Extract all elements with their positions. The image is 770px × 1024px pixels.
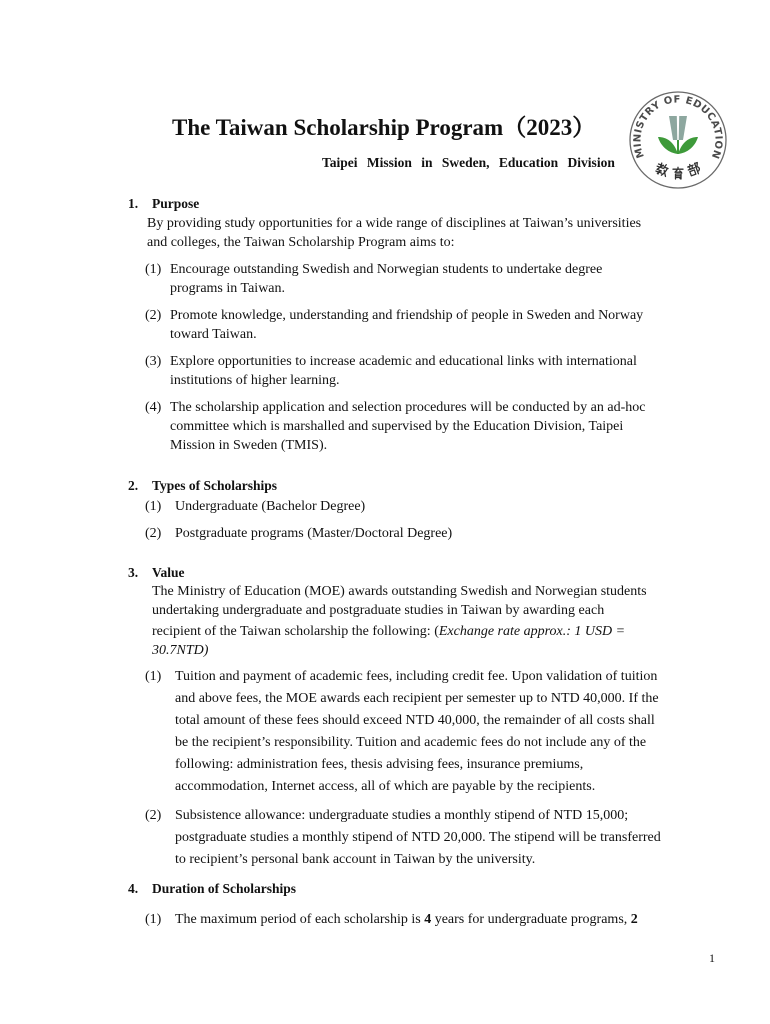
ministry-of-education-logo	[628, 90, 728, 190]
item-line: Postgraduate programs (Master/Doctoral Degree)	[175, 526, 453, 541]
item-text: The maximum period of each scholarship is	[175, 912, 425, 927]
item-marker: (3)	[145, 354, 162, 369]
item-line: Explore opportunities to increase academic and educational links with international	[170, 354, 637, 369]
document-title: The Taiwan Scholarship Program（2023）	[172, 115, 596, 140]
item-line: programs in Taiwan.	[170, 281, 286, 296]
item-line: be the recipient’s responsibility. Tuition and academic fees do not include any of the	[175, 735, 647, 750]
intro-line: By providing study opportunities for a wide range of disciplines at Taiwan’s universities	[147, 216, 642, 231]
item-line: Subsistence allowance: undergraduate studies a monthly stipend of NTD 15,000;	[175, 808, 629, 823]
intro-line: The Ministry of Education (MOE) awards outstanding Swedish and Norwegian students	[152, 584, 647, 599]
intro-line: and colleges, the Taiwan Scholarship Program aims to:	[147, 235, 455, 250]
section-heading: Duration of Scholarships	[152, 881, 297, 896]
section-number: 2.	[128, 478, 139, 493]
intro-line	[152, 641, 208, 660]
item-line: The scholarship application and selection procedures will be conducted by an ad-hoc	[170, 400, 646, 415]
item-line	[175, 910, 638, 929]
logo-stem	[677, 140, 679, 154]
item-line: Mission in Sweden (TMIS).	[170, 438, 328, 453]
item-marker: (2)	[145, 308, 162, 323]
item-line: and above fees, the MOE awards each recipient per semester up to NTD 40,000. If the	[175, 691, 659, 706]
section-number: 1.	[128, 196, 139, 211]
item-line: institutions of higher learning.	[170, 373, 340, 388]
item-line: Promote knowledge, understanding and friendship of people in Sweden and Norway	[170, 308, 644, 323]
item-marker: (1)	[145, 262, 162, 277]
item-line: committee which is marshalled and supervised by the Education Division, Taipei	[170, 419, 624, 434]
section-number: 3.	[128, 565, 139, 580]
item-marker: (1)	[145, 669, 162, 684]
exchange-rate-note: 30.7NTD)	[152, 643, 209, 658]
section-number: 4.	[128, 881, 139, 896]
item-marker: (1)	[145, 499, 162, 514]
section-heading: Purpose	[152, 196, 200, 211]
page-number: 1	[709, 951, 715, 965]
item-marker: (2)	[145, 808, 162, 823]
item-line: toward Taiwan.	[170, 327, 257, 342]
item-bold-number: 4	[424, 912, 432, 927]
item-bold-number: 2	[630, 912, 638, 927]
item-marker: (4)	[145, 400, 162, 415]
item-line: Undergraduate (Bachelor Degree)	[175, 499, 366, 514]
item-line: total amount of these fees should exceed NTD 40,000, the remainder of all costs shall	[175, 713, 655, 728]
item-line: to recipient’s personal bank account in Taiwan by the university.	[175, 852, 536, 867]
intro-text: recipient of the Taiwan scholarship the following: (	[152, 624, 439, 639]
intro-line	[152, 622, 625, 641]
logo-ring-text-path: MINISTRY OF EDUCATION	[632, 94, 724, 160]
section-heading: Types of Scholarships	[152, 478, 278, 493]
section-heading: Value	[152, 565, 185, 580]
exchange-rate-note: Exchange rate approx.: 1 USD =	[438, 624, 626, 639]
item-marker: (1)	[145, 912, 162, 927]
item-text: years for undergraduate programs,	[431, 912, 631, 927]
item-line: Encourage outstanding Swedish and Norwegian students to undertake degree	[170, 262, 603, 277]
item-line: accommodation, Internet access, all of which are payable by the recipients.	[175, 779, 596, 794]
item-line: postgraduate studies a monthly stipend of NTD 20,000. The stipend will be transferred	[175, 830, 661, 845]
document-subtitle: Taipei Mission in Sweden, Education Division	[322, 155, 615, 170]
item-marker: (2)	[145, 526, 162, 541]
item-line: following: administration fees, thesis advising fees, insurance premiums,	[175, 757, 584, 772]
item-line: Tuition and payment of academic fees, including credit fee. Upon validation of tuition	[175, 669, 658, 684]
intro-line: undertaking undergraduate and postgraduate studies in Taiwan by awarding each	[152, 603, 605, 618]
